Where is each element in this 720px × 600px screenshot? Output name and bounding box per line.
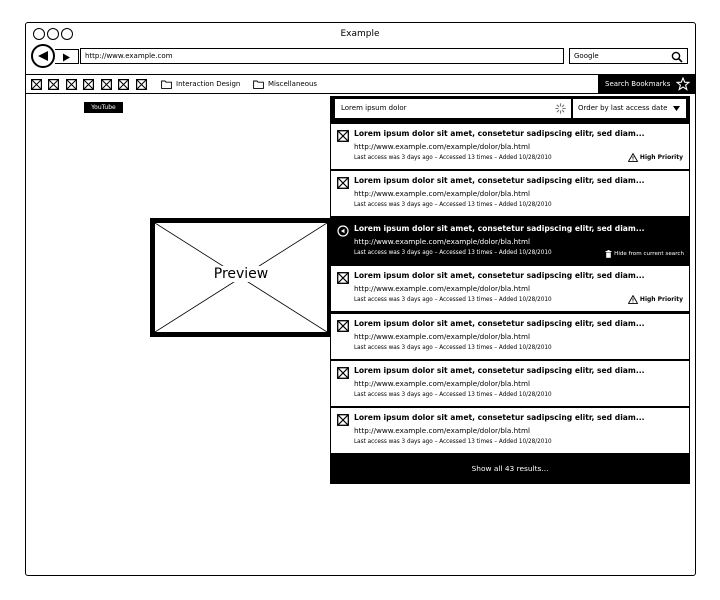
bookmark-folder-miscellaneous[interactable]: Miscellaneous (268, 80, 318, 88)
bookmark-tooltip: YouTube (84, 102, 123, 113)
result-title[interactable]: Lorem ipsum dolor sit amet, consetetur sadipscing elitr, sed diam... (354, 413, 645, 422)
favicon-placeholder-icon (337, 272, 349, 284)
bookmark-search-input[interactable] (335, 99, 571, 118)
search-input-placeholder: Google (574, 52, 599, 60)
bookmark-placeholder-icon[interactable] (48, 79, 59, 90)
result-url: http://www.example.com/example/dolor/bla.html (354, 426, 530, 435)
hide-from-search-button[interactable] (605, 250, 684, 258)
forward-button[interactable] (55, 49, 79, 64)
priority-badge-label: High Priority (639, 296, 683, 303)
url-input[interactable] (80, 48, 564, 64)
result-item[interactable] (331, 266, 689, 311)
result-title[interactable]: Lorem ipsum dolor sit amet, consetetur sadipscing elitr, sed diam... (354, 271, 645, 280)
hide-from-search-label: Hide from current search (614, 251, 684, 257)
preview-label-text: Preview (213, 266, 269, 282)
bookmark-youtube-icon[interactable] (83, 79, 94, 90)
result-item[interactable] (331, 314, 689, 359)
result-item[interactable] (331, 361, 689, 406)
folder-icon[interactable] (253, 80, 264, 89)
search-bookmarks-label: Search Bookmarks (605, 80, 671, 88)
result-url: http://www.example.com/example/dolor/bla.html (354, 379, 530, 388)
favicon-placeholder-icon (337, 320, 349, 332)
priority-badge (628, 295, 683, 304)
result-url: http://www.example.com/example/dolor/bla.html (354, 237, 530, 246)
order-select[interactable] (573, 99, 686, 118)
result-title[interactable]: Lorem ipsum dolor sit amet, consetetur sadipscing elitr, sed diam... (354, 224, 645, 233)
back-circle-icon[interactable] (337, 225, 349, 237)
warning-icon (628, 295, 638, 304)
arrow-left-icon (36, 50, 50, 62)
result-item[interactable] (331, 171, 689, 216)
loading-spinner-icon (555, 103, 566, 114)
star-icon (676, 77, 690, 91)
search-input[interactable] (569, 48, 688, 64)
preview-label (150, 266, 332, 282)
result-meta: Last access was 3 days ago – Accessed 13 times – Added 10/28/2010 (354, 297, 552, 303)
trash-icon (605, 250, 612, 258)
bookmark-search-value: Lorem ipsum dolor (341, 104, 407, 112)
search-bookmarks-button[interactable] (598, 75, 695, 93)
priority-badge (628, 153, 683, 162)
result-meta: Last access was 3 days ago – Accessed 13 times – Added 10/28/2010 (354, 202, 552, 208)
bookmark-placeholder-icon[interactable] (31, 79, 42, 90)
bookmark-placeholder-icon[interactable] (101, 79, 112, 90)
result-meta: Last access was 3 days ago – Accessed 13 times – Added 10/28/2010 (354, 392, 552, 398)
search-icon (671, 51, 683, 63)
result-item-selected[interactable] (331, 219, 689, 264)
result-meta: Last access was 3 days ago – Accessed 13 times – Added 10/28/2010 (354, 155, 552, 161)
result-item[interactable] (331, 124, 689, 169)
warning-icon (628, 153, 638, 162)
favicon-placeholder-icon (337, 177, 349, 189)
result-url: http://www.example.com/example/dolor/bla.html (354, 189, 530, 198)
result-meta: Last access was 3 days ago – Accessed 13 times – Added 10/28/2010 (354, 250, 552, 256)
back-button[interactable] (31, 44, 55, 68)
result-title[interactable]: Lorem ipsum dolor sit amet, consetetur sadipscing elitr, sed diam... (354, 366, 645, 375)
arrow-right-icon (61, 53, 71, 62)
url-input-value: http://www.example.com (85, 52, 173, 60)
chevron-down-icon (673, 106, 680, 111)
result-meta: Last access was 3 days ago – Accessed 13 times – Added 10/28/2010 (354, 345, 552, 351)
favicon-placeholder-icon (337, 414, 349, 426)
bookmark-placeholder-icon[interactable] (66, 79, 77, 90)
result-url: http://www.example.com/example/dolor/bla.html (354, 332, 530, 341)
show-all-results-button[interactable]: Show all 43 results... (331, 456, 689, 483)
order-select-value: Order by last access date (578, 104, 668, 112)
result-title[interactable]: Lorem ipsum dolor sit amet, consetetur sadipscing elitr, sed diam... (354, 176, 645, 185)
result-url: http://www.example.com/example/dolor/bla.html (354, 284, 530, 293)
favicon-placeholder-icon (337, 130, 349, 142)
result-title[interactable]: Lorem ipsum dolor sit amet, consetetur sadipscing elitr, sed diam... (354, 129, 645, 138)
bookmark-placeholder-icon[interactable] (118, 79, 129, 90)
window-title: Example (340, 29, 380, 39)
favicon-placeholder-icon (337, 367, 349, 379)
bookmark-placeholder-icon[interactable] (136, 79, 147, 90)
folder-icon[interactable] (161, 80, 172, 89)
result-item[interactable] (331, 408, 689, 453)
result-title[interactable]: Lorem ipsum dolor sit amet, consetetur sadipscing elitr, sed diam... (354, 319, 645, 328)
result-url: http://www.example.com/example/dolor/bla.html (354, 142, 530, 151)
result-meta: Last access was 3 days ago – Accessed 13 times – Added 10/28/2010 (354, 439, 552, 445)
priority-badge-label: High Priority (639, 154, 683, 161)
bookmark-folder-interaction-design[interactable]: Interaction Design (176, 80, 241, 88)
